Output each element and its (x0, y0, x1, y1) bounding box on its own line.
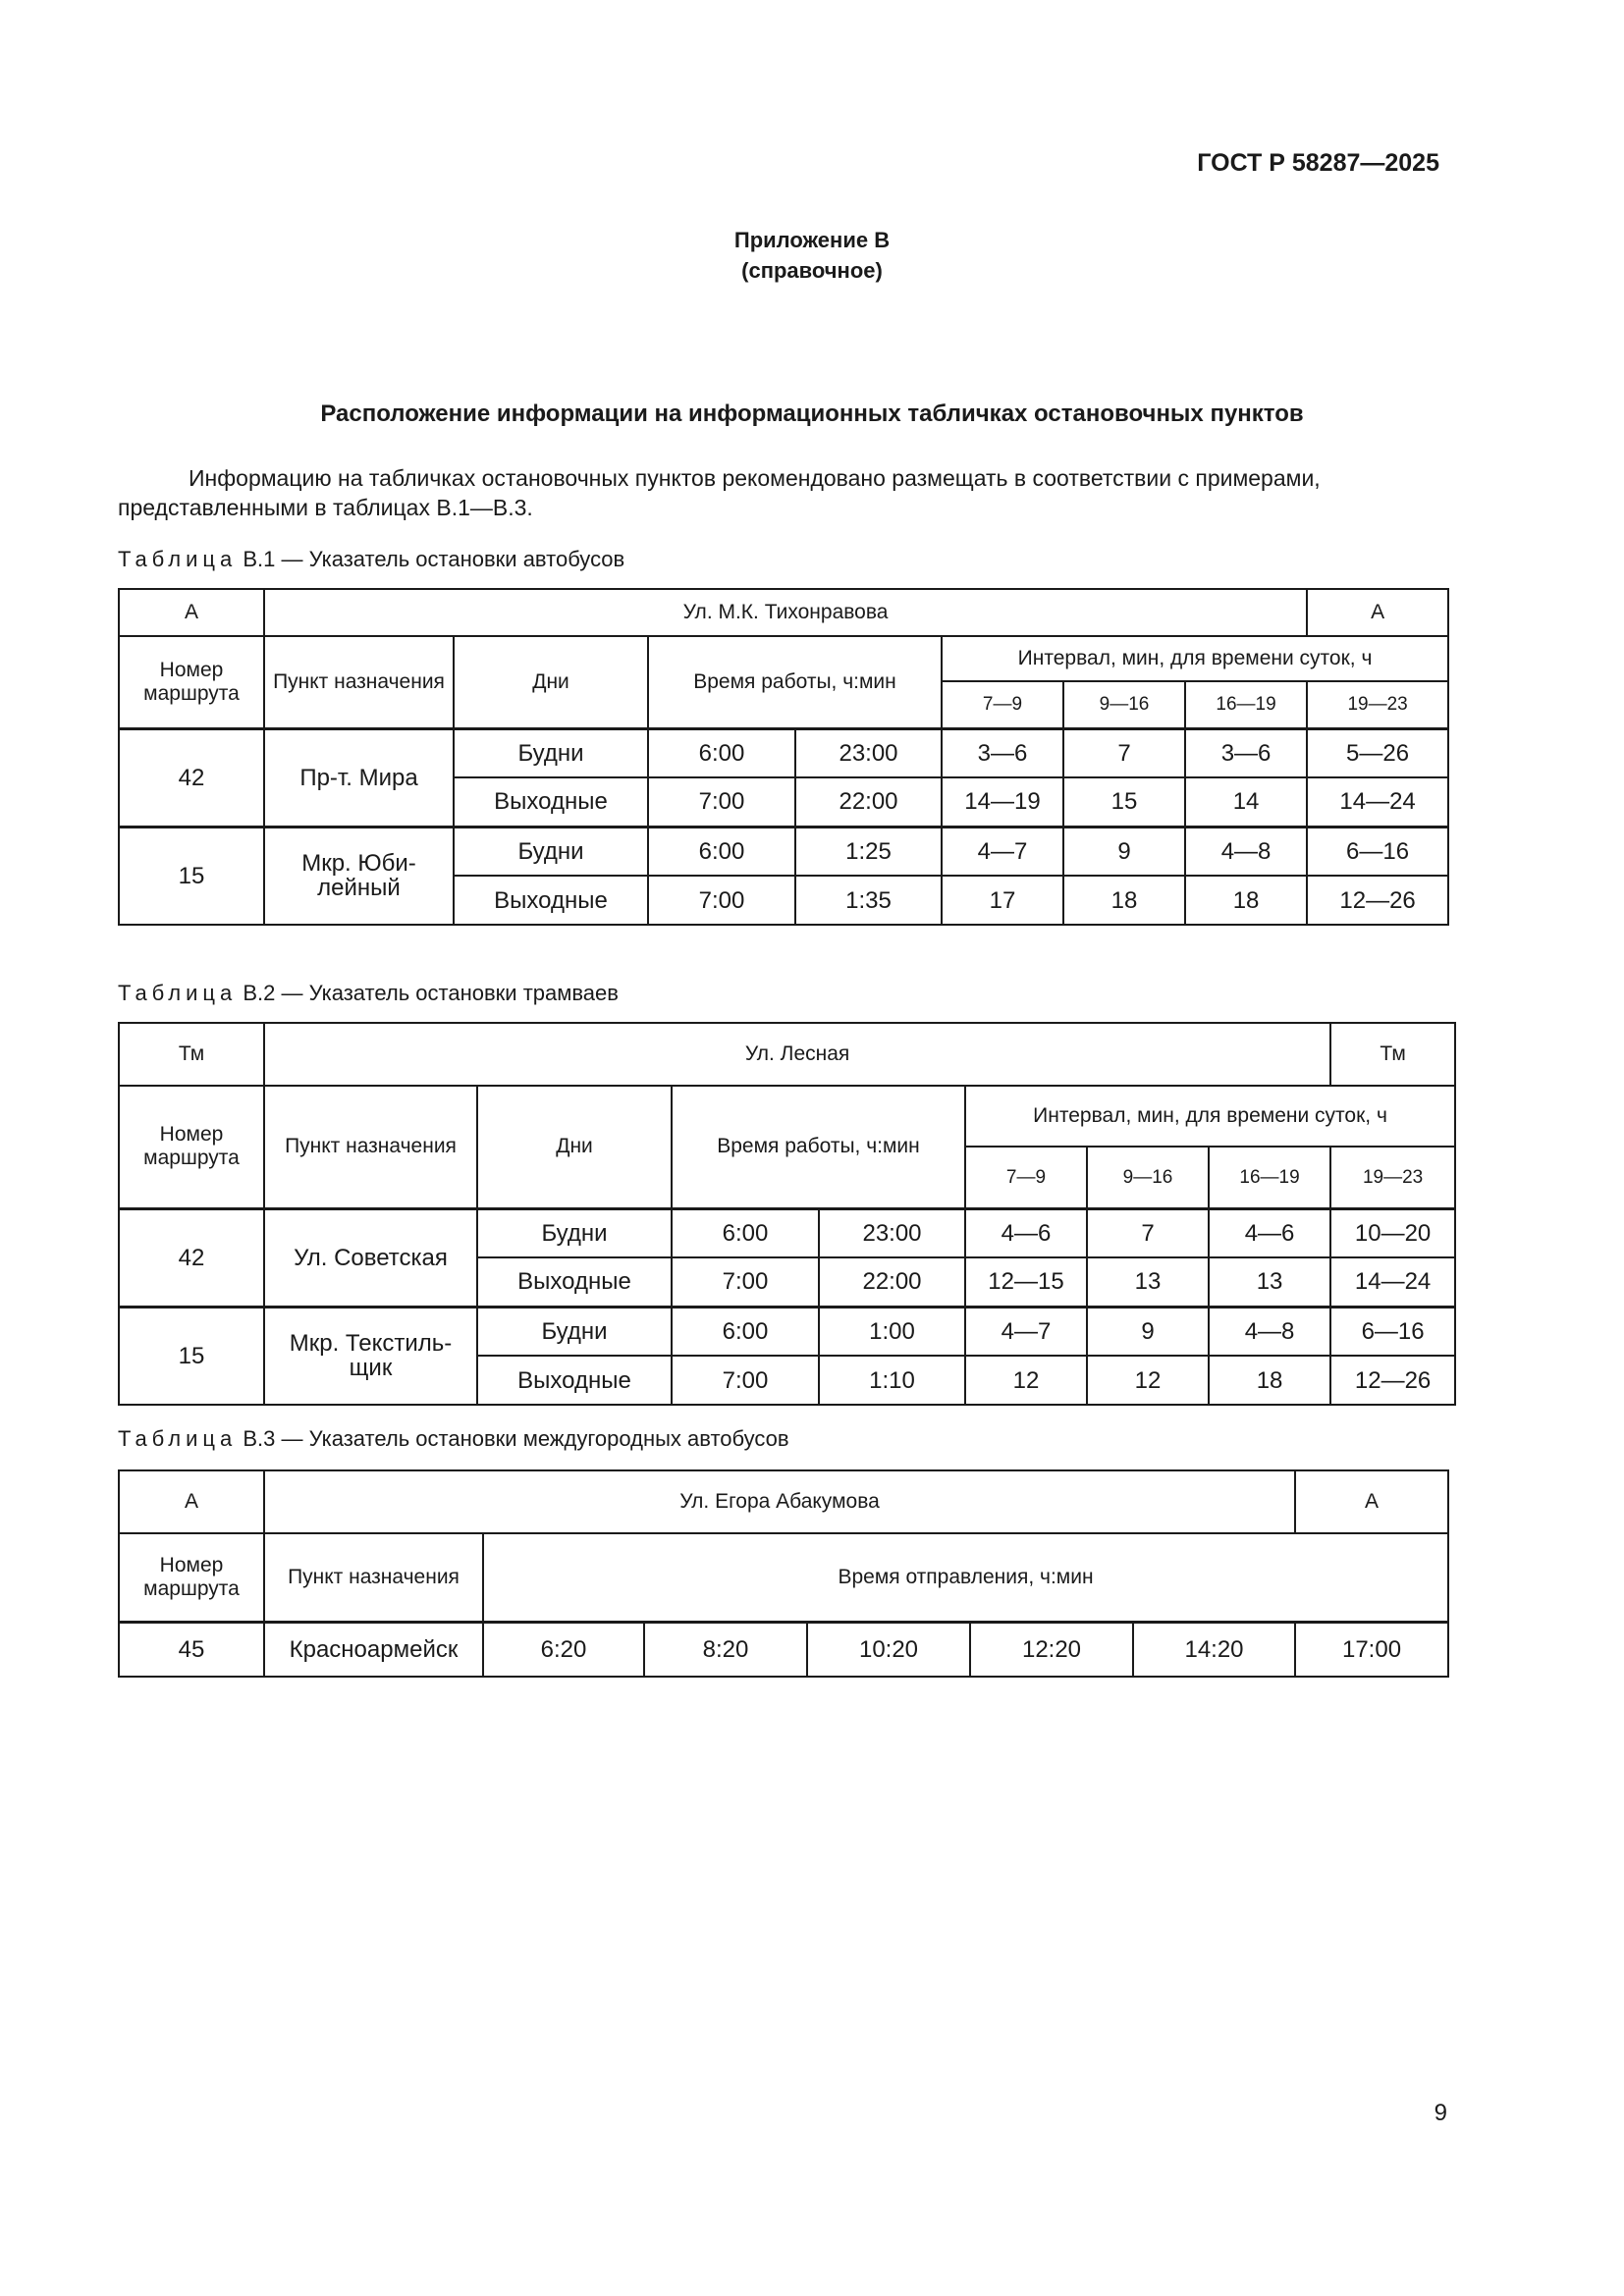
street-name: Ул. М.К. Тихонравова (264, 589, 1307, 636)
start-time: 6:00 (672, 1307, 819, 1356)
table-row (119, 1533, 1448, 1622)
col-dest-header: Пункт назначения (264, 1086, 477, 1208)
col-interval-header: Интервал, мин, для времени суток, ч (965, 1086, 1455, 1147)
departure-time: 14:20 (1133, 1622, 1295, 1677)
table-b1 (118, 588, 1449, 926)
col-departure-header: Время отправления, ч:мин (483, 1533, 1448, 1622)
table-row (119, 1622, 1448, 1677)
interval-cell: 7 (1087, 1208, 1209, 1257)
interval-cell: 13 (1087, 1257, 1209, 1307)
day-type: Выходные (477, 1356, 672, 1405)
start-time: 7:00 (672, 1257, 819, 1307)
interval-cell: 4—7 (965, 1307, 1087, 1356)
route-number: 42 (119, 728, 264, 827)
interval-cell: 12—26 (1307, 876, 1448, 925)
end-time: 1:35 (795, 876, 942, 925)
destination: Мкр. Текстиль-щик (264, 1307, 477, 1405)
table-row (119, 1086, 1455, 1147)
sign-letter-left: А (119, 589, 264, 636)
period-header: 9—16 (1087, 1147, 1209, 1208)
interval-cell: 6—16 (1307, 827, 1448, 876)
interval-cell: 3—6 (942, 728, 1063, 777)
interval-cell: 9 (1087, 1307, 1209, 1356)
destination: Красноармейск (264, 1622, 483, 1677)
end-time: 1:10 (819, 1356, 965, 1405)
day-type: Выходные (477, 1257, 672, 1307)
period-header: 19—23 (1330, 1147, 1455, 1208)
departure-time: 12:20 (970, 1622, 1133, 1677)
standard-number: ГОСТ Р 58287—2025 (1197, 149, 1439, 177)
caption-word: Таблица (118, 547, 238, 571)
caption-word: Таблица (118, 981, 238, 1005)
interval-cell: 4—8 (1209, 1307, 1330, 1356)
interval-cell: 18 (1209, 1356, 1330, 1405)
interval-cell: 12—26 (1330, 1356, 1455, 1405)
interval-cell: 10—20 (1330, 1208, 1455, 1257)
period-header: 16—19 (1209, 1147, 1330, 1208)
start-time: 7:00 (672, 1356, 819, 1405)
route-number: 42 (119, 1208, 264, 1307)
caption-text: В.1 — Указатель остановки автобусов (237, 547, 625, 571)
table-row (119, 589, 1448, 636)
destination: Мкр. Юби-лейный (264, 827, 454, 925)
interval-cell: 12—15 (965, 1257, 1087, 1307)
col-hours-header: Время работы, ч:мин (672, 1086, 965, 1208)
col-days-header: Дни (477, 1086, 672, 1208)
interval-cell: 15 (1063, 777, 1185, 827)
intro-paragraph: Информацию на табличках остановочных пунктов рекомендовано размещать в соответствии с примерами, представленными в таблицах В.1—В.3. (118, 465, 1321, 520)
interval-cell: 5—26 (1307, 728, 1448, 777)
col-dest-header: Пункт назначения (264, 636, 454, 728)
period-header: 19—23 (1307, 681, 1448, 728)
period-header: 7—9 (965, 1147, 1087, 1208)
table-row (119, 636, 1448, 681)
interval-cell: 4—7 (942, 827, 1063, 876)
route-number: 15 (119, 1307, 264, 1405)
col-route-header: Номер маршрута (119, 636, 264, 728)
end-time: 22:00 (795, 777, 942, 827)
interval-cell: 4—6 (965, 1208, 1087, 1257)
sign-letter-right: Тм (1330, 1023, 1455, 1086)
table-b3 (118, 1469, 1449, 1678)
interval-cell: 14—24 (1330, 1257, 1455, 1307)
sign-letter-left: А (119, 1470, 264, 1533)
start-time: 7:00 (648, 777, 795, 827)
end-time: 23:00 (795, 728, 942, 777)
annex-title: Приложение В (733, 228, 891, 252)
day-type: Будни (477, 1208, 672, 1257)
destination: Пр-т. Мира (264, 728, 454, 827)
interval-cell: 4—6 (1209, 1208, 1330, 1257)
period-header: 16—19 (1185, 681, 1307, 728)
start-time: 6:00 (672, 1208, 819, 1257)
interval-cell: 18 (1063, 876, 1185, 925)
page-number: 9 (1434, 2100, 1447, 2126)
table3-caption (118, 1426, 789, 1452)
start-time: 7:00 (648, 876, 795, 925)
sign-letter-right: А (1295, 1470, 1448, 1533)
period-header: 7—9 (942, 681, 1063, 728)
table-row (119, 1208, 1455, 1257)
caption-word: Таблица (118, 1426, 238, 1451)
day-type: Выходные (454, 876, 648, 925)
col-days-header: Дни (454, 636, 648, 728)
interval-cell: 13 (1209, 1257, 1330, 1307)
interval-cell: 6—16 (1330, 1307, 1455, 1356)
day-type: Выходные (454, 777, 648, 827)
interval-cell: 17 (942, 876, 1063, 925)
route-number: 15 (119, 827, 264, 925)
interval-cell: 18 (1185, 876, 1307, 925)
interval-cell: 12 (965, 1356, 1087, 1405)
table1-caption (118, 547, 624, 572)
street-name: Ул. Лесная (264, 1023, 1330, 1086)
interval-cell: 7 (1063, 728, 1185, 777)
interval-cell: 14 (1185, 777, 1307, 827)
day-type: Будни (454, 728, 648, 777)
day-type: Будни (454, 827, 648, 876)
start-time: 6:00 (648, 827, 795, 876)
interval-cell: 14—24 (1307, 777, 1448, 827)
table-row (119, 1307, 1455, 1356)
route-number: 45 (119, 1622, 264, 1677)
table-row (119, 728, 1448, 777)
end-time: 23:00 (819, 1208, 965, 1257)
street-name: Ул. Егора Абакумова (264, 1470, 1295, 1533)
section-title: Расположение информации на информационных табличках остановочных пунктов (320, 400, 1304, 427)
table-row (119, 1470, 1448, 1533)
interval-cell: 12 (1087, 1356, 1209, 1405)
interval-cell: 14—19 (942, 777, 1063, 827)
end-time: 1:25 (795, 827, 942, 876)
annex-subtitle: (справочное) (741, 258, 883, 283)
col-route-header: Номер маршрута (119, 1533, 264, 1622)
day-type: Будни (477, 1307, 672, 1356)
caption-text: В.2 — Указатель остановки трамваев (237, 981, 619, 1005)
start-time: 6:00 (648, 728, 795, 777)
interval-cell: 9 (1063, 827, 1185, 876)
caption-text: В.3 — Указатель остановки междугородных автобусов (237, 1426, 789, 1451)
sign-letter-left: Тм (119, 1023, 264, 1086)
col-interval-header: Интервал, мин, для времени суток, ч (942, 636, 1448, 681)
period-header: 9—16 (1063, 681, 1185, 728)
departure-time: 8:20 (644, 1622, 807, 1677)
departure-time: 10:20 (807, 1622, 970, 1677)
destination: Ул. Советская (264, 1208, 477, 1307)
table2-caption (118, 981, 619, 1006)
end-time: 1:00 (819, 1307, 965, 1356)
departure-time: 17:00 (1295, 1622, 1448, 1677)
table-row (119, 827, 1448, 876)
col-hours-header: Время работы, ч:мин (648, 636, 942, 728)
col-route-header: Номер маршрута (119, 1086, 264, 1208)
table-b2 (118, 1022, 1456, 1406)
table-row (119, 1023, 1455, 1086)
interval-cell: 4—8 (1185, 827, 1307, 876)
end-time: 22:00 (819, 1257, 965, 1307)
sign-letter-right: А (1307, 589, 1448, 636)
col-dest-header: Пункт назначения (264, 1533, 483, 1622)
departure-time: 6:20 (483, 1622, 644, 1677)
interval-cell: 3—6 (1185, 728, 1307, 777)
